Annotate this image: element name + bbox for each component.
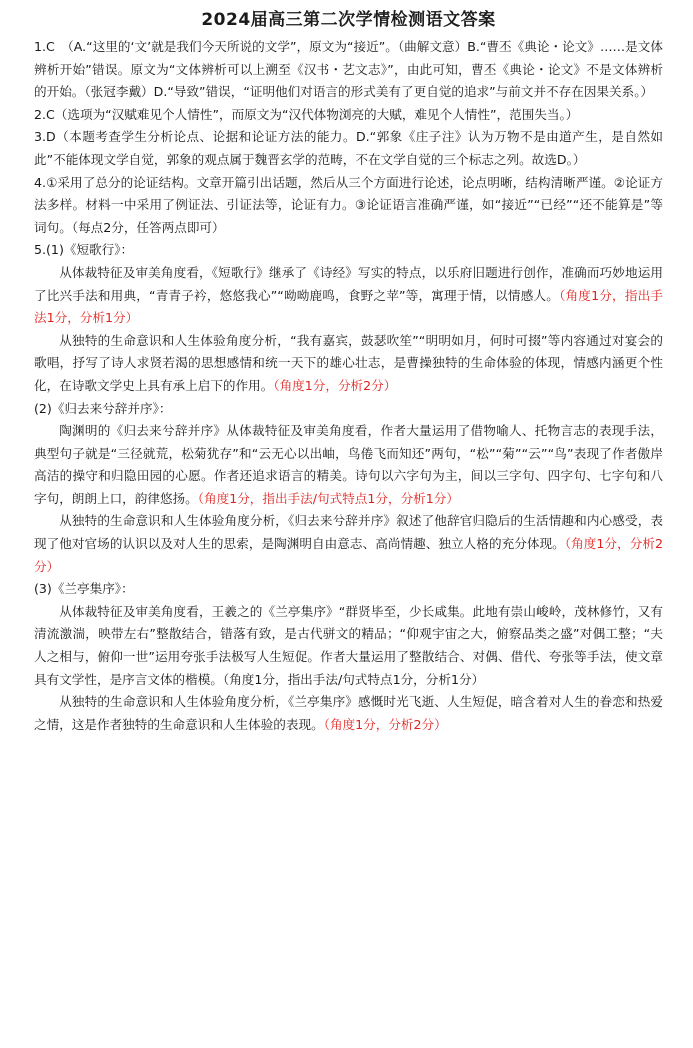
answer-q4: 4.①采用了总分的论证结构。文章开篇引出话题，然后从三个方面进行论述，论点明晰，结构清晰严谨。②论证方法多样。材料一中采用了例证法、引证法等，论证有力。③论证语言准确严谨，如“接近”“已经”“还不能算是”等词句。（每点2分，任答两点即可） [34,174,663,235]
paragraph-text: 陶渊明的《归去来兮辞并序》从体裁特征及审美角度看，作者大量运用了借物喻人、托物言志的表现手法，典型句子就是“三径就荒，松菊犹存”和“云无心以出岫，鸟倦飞而知还”两句，“松”“菊”“云”“鸟”表现了作者傲岸高洁的操守和归隐田园的心愿。作者还追求语言的精美。诗句以六字句为主，间以三字句、四字句、七字句和八字句，朗朗上口，韵律悠扬。 [34,423,663,506]
q5-heading-2: (2)《归去来兮辞并序》： [34,400,172,416]
q5-3-paragraph-1: 从体裁特征及审美角度看，王羲之的《兰亭集序》“群贤毕至，少长咸集。此地有崇山峻岭，茂林修竹，又有清流激湍，映带左右”整散结合，错落有致，是古代骈文的精品；“仰观宇宙之大，俯察品类之盛”对偶工整；“夫人之相与，俯仰一世”运用夸张手法极写人生短促。作者大量运用了整散结合、对偶、借代、夸张等手法，使文章具有文学性，是序言文体的楷模。（角度1分，指出手法/句式特点1分，分析1分） [34,603,663,687]
q5-1-paragraph-1 [34,262,663,330]
score-note: （角度1分，指出手法/句式特点1分，分析1分） [197,490,459,506]
q5-3-paragraph-2 [34,691,663,736]
paragraph-text: 从独特的生命意识和人生体验角度分析，《归去来兮辞并序》叙述了他辞官归隐后的生活情趣和内心感受，表现了他对官场的认识以及对人生的思索，是陶渊明自由意志、高尚情趣、独立人格的充分体现。 [34,513,663,552]
q5-1-paragraph-2 [34,330,663,398]
score-note: （角度1分，分析2分） [273,377,397,393]
q5-2-paragraph-2 [34,510,663,578]
score-note: （角度1分，分析2分） [323,716,447,732]
q5-2-paragraph-1 [34,420,663,510]
paragraph-text: 从独特的生命意识和人生体验角度分析，《兰亭集序》感慨时光飞逝、人生短促，暗含着对人生的眷恋和热爱之情，这是作者独特的生命意识和人生体验的表现。 [34,694,663,732]
document-title: 2024届高三第二次学情检测语文答案 [201,10,496,30]
paragraph-text: 从独特的生命意识和人生体验角度分析，“我有嘉宾，鼓瑟吹笙”“明明如月，何时可掇”等内容通过对宴会的歌唱，抒写了诗人求贤若渴的思想感情和统一天下的雄心壮志，是曹操独特的生命体验的体现，情感内涵更个性化，在诗歌文学史上具有承上启下的作用。 [34,332,663,393]
paragraph-text: 从体裁特征及审美角度看，《短歌行》继承了《诗经》写实的特点，以乐府旧题进行创作，准确而巧妙地运用了比兴手法和用典，“青青子衿，悠悠我心”“呦呦鹿鸣，食野之苹”等，寓理于情，以情感人。 [34,264,663,303]
answer-q1: 1.C （A.“这里的‘文’就是我们今天所说的文学”，原文为“接近”。（曲解文意）B.“曹丕《典论・论文》……是文体辨析开始”错误。原文为“文体辨析可以上溯至《汉书・艺文志》”，由此可知，曹丕《典论・论文》不是文体辨析的开始。（张冠李戴）D.“导致”错误，“证明他们对语言的形式美有了更自觉的追求”与前文并不存在因果关系。） [34,39,663,100]
q5-heading-3: (3)《兰亭集序》： [34,581,134,597]
q5-heading-1: 5.(1)《短歌行》： [34,242,134,258]
answer-q2: 2.C（选项为“汉赋难见个人情性”，而原文为“汉代体物浏亮的大赋，难见个人情性”，范围失当。） [34,106,579,122]
score-note: （角度1分，指出手法1分，分析1分） [34,287,663,326]
answer-q3: 3.D（本题考查学生分析论点、论据和论证方法的能力。D.“郭象《庄子注》认为万物不是由道产生，是自然如此”不能体现文学自觉，郭象的观点属于魏晋玄学的范畴，不在文学自觉的三个标志之列。故选D。） [34,129,663,167]
score-note: （角度1分，分析2分） [34,536,663,574]
